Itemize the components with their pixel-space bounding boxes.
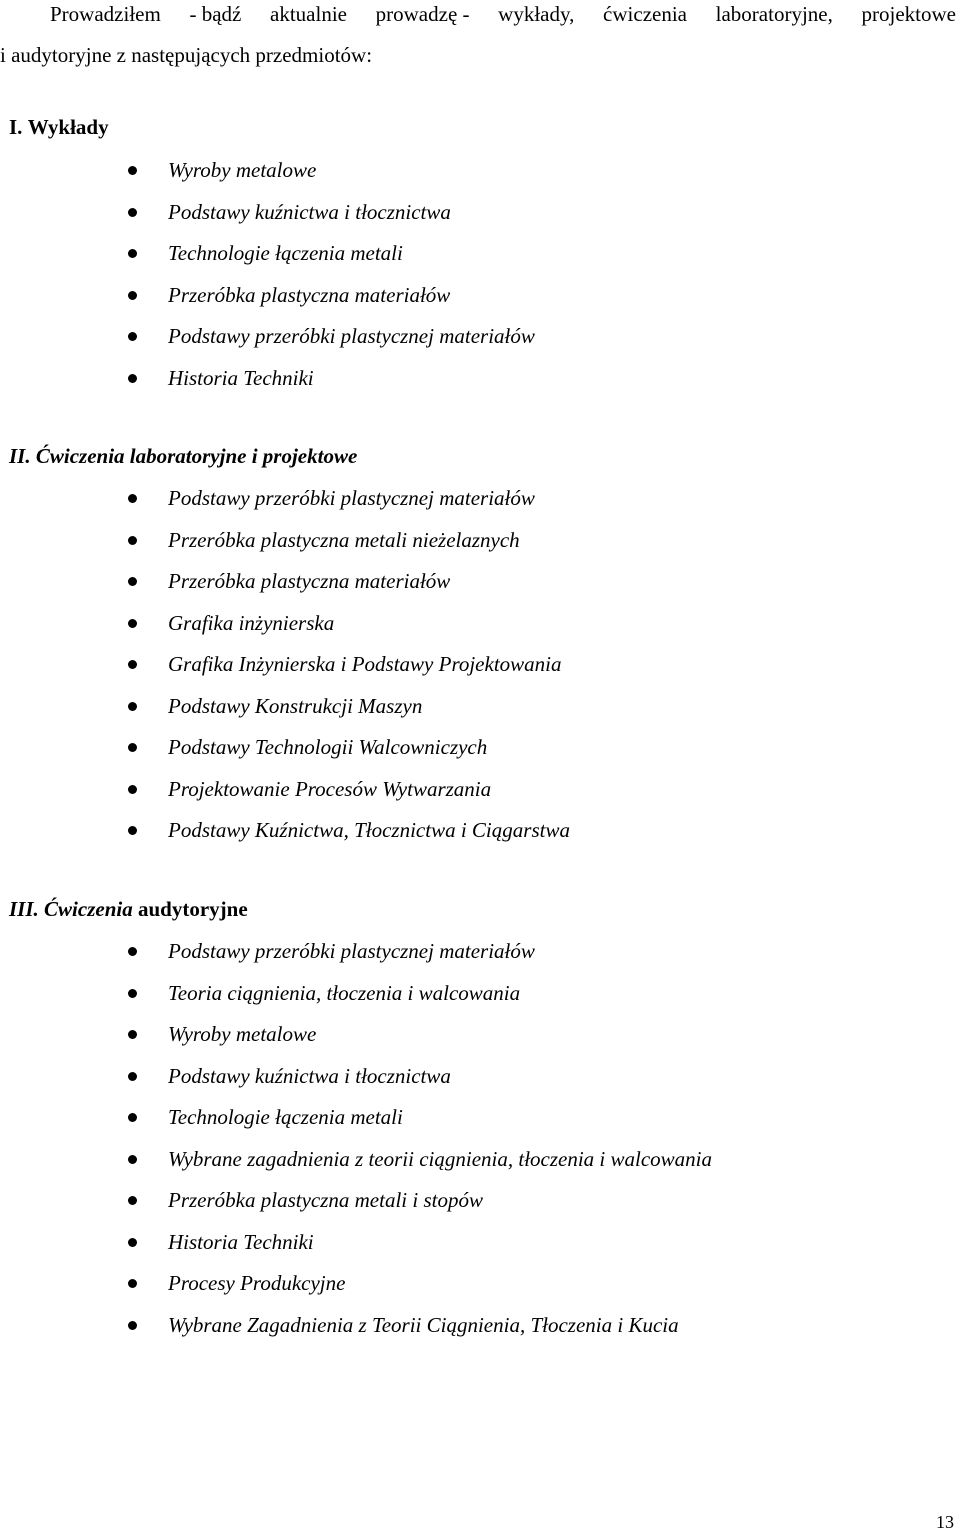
list-item-label: Podstawy przeróbki plastycznej materiałów bbox=[168, 324, 535, 348]
page-number: 13 bbox=[936, 1512, 954, 1532]
section-title: Ćwiczenia laboratoryjne i projektowe bbox=[35, 444, 358, 468]
list-item-label: Przeróbka plastyczna metali i stopów bbox=[168, 1188, 483, 1212]
bullet-icon bbox=[128, 660, 137, 669]
intro-line-2: i audytoryjne z następujących przedmiotów: bbox=[0, 43, 373, 67]
bullet-icon bbox=[128, 1321, 137, 1330]
intro-word: laboratoryjne, bbox=[715, 2, 833, 26]
bullet-icon bbox=[128, 702, 137, 711]
bullet-icon bbox=[128, 743, 137, 752]
list-item-label: Procesy Produkcyjne bbox=[168, 1271, 346, 1295]
bullet-icon bbox=[128, 332, 137, 341]
section-number: I. bbox=[9, 115, 23, 139]
list-item-label: Historia Techniki bbox=[168, 1229, 314, 1254]
intro-word: wykłady, bbox=[498, 2, 575, 26]
bullet-icon bbox=[128, 1238, 137, 1247]
section-heading-lab-project bbox=[9, 444, 357, 469]
list-item-label: Wybrane Zagadnienia z Teorii Ciągnienia, Tłoczenia i Kucia bbox=[168, 1312, 679, 1337]
list-item-label: Grafika inżynierska bbox=[168, 610, 335, 635]
list-item-label: Podstawy przeróbki plastycznej materiałów bbox=[168, 486, 535, 510]
list-item-label: Projektowanie Procesów Wytwarzania bbox=[168, 776, 492, 801]
intro-paragraph bbox=[0, 0, 956, 76]
section-heading-auditory bbox=[9, 897, 248, 922]
bullet-icon bbox=[128, 1155, 137, 1164]
list-item-label: Wyroby metalowe bbox=[168, 158, 317, 182]
list-item-label: Podstawy Konstrukcji Maszyn bbox=[168, 693, 423, 718]
intro-word: ćwiczenia bbox=[603, 2, 687, 26]
section-heading-lectures bbox=[9, 115, 109, 140]
bullet-icon bbox=[128, 1072, 137, 1081]
bullet-icon bbox=[128, 166, 137, 175]
bullet-icon bbox=[128, 1196, 137, 1205]
bullet-icon bbox=[128, 619, 137, 628]
intro-word: projektowe bbox=[861, 2, 956, 26]
list-item-label: Przeróbka plastyczna metali nieżelaznych bbox=[168, 527, 520, 552]
list-item-label: Podstawy Kuźnictwa, Tłocznictwa i Ciągarstwa bbox=[168, 818, 570, 842]
intro-word: aktualnie bbox=[270, 2, 347, 26]
list-item-label: Wyroby metalowe bbox=[168, 1022, 317, 1046]
bullet-icon bbox=[128, 826, 137, 835]
section-title: Wykłady bbox=[27, 115, 109, 139]
bullet-icon bbox=[128, 536, 137, 545]
list-item-label: Grafika Inżynierska i Podstawy Projektowania bbox=[168, 652, 562, 676]
bullet-icon bbox=[128, 577, 137, 586]
list-item-label: Przeróbka plastyczna materiałów bbox=[168, 282, 451, 307]
bullet-icon bbox=[128, 1113, 137, 1122]
bullet-icon bbox=[128, 291, 137, 300]
section-title-italic: Ćwiczenia bbox=[44, 897, 133, 921]
list-item-label: Teoria ciągnienia, tłoczenia i walcowania bbox=[168, 980, 521, 1005]
list-item-label: Technologie łączenia metali bbox=[168, 1105, 403, 1129]
bullet-icon bbox=[128, 249, 137, 258]
intro-line-1 bbox=[0, 0, 956, 35]
section-number: III. bbox=[9, 897, 39, 921]
intro-word: Prowadziłem bbox=[50, 2, 161, 26]
bullet-icon bbox=[128, 947, 137, 956]
list-item-label: Przeróbka plastyczna materiałów bbox=[168, 569, 451, 593]
bullet-icon bbox=[128, 1279, 137, 1288]
bullet-icon bbox=[128, 208, 137, 217]
intro-word: - bądź bbox=[189, 2, 242, 26]
list-item-label: Wybrane zagadnienia z teorii ciągnienia, tłoczenia i walcowania bbox=[168, 1146, 713, 1171]
bullet-icon bbox=[128, 374, 137, 383]
list-item-label: Podstawy kuźnictwa i tłocznictwa bbox=[168, 1063, 451, 1088]
list-item-label: Podstawy kuźnictwa i tłocznictwa bbox=[168, 199, 451, 224]
list-item-label: Podstawy Technologii Walcowniczych bbox=[168, 735, 488, 759]
bullet-icon bbox=[128, 785, 137, 794]
list-item-label: Technologie łączenia metali bbox=[168, 241, 403, 265]
bullet-icon bbox=[128, 989, 137, 998]
section-number: II. bbox=[9, 444, 31, 468]
intro-word: prowadzę - bbox=[375, 2, 470, 26]
bullet-icon bbox=[128, 494, 137, 503]
list-item-label: Podstawy przeróbki plastycznej materiałów bbox=[168, 939, 535, 963]
bullet-icon bbox=[128, 1030, 137, 1039]
section-title-rest: audytoryjne bbox=[137, 897, 248, 921]
list-item-label: Historia Techniki bbox=[168, 365, 314, 390]
